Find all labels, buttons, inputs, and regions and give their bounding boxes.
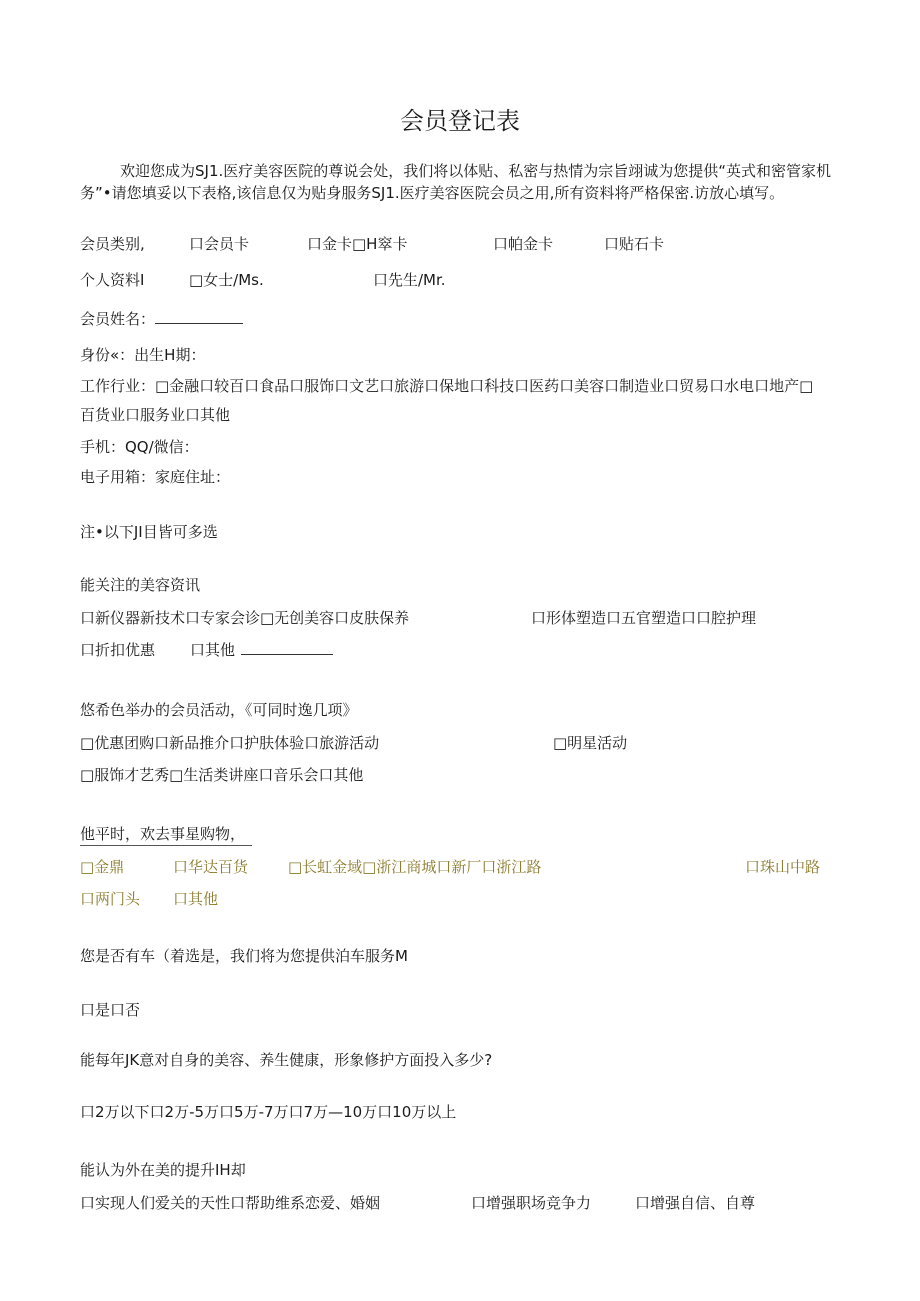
- multi-select-note: 注•以下JI目皆可多选: [80, 523, 218, 541]
- personal-info-label: 个人资料I: [80, 271, 145, 289]
- beauty-info-option-other[interactable]: [190, 640, 333, 660]
- industry-line-2: 百货业口服务业口其他: [80, 406, 231, 424]
- beauty-benefit-option-1[interactable]: 口实现人们爱关的天性口帮助维系恋爱、婚姻: [80, 1194, 381, 1212]
- shopping-option-zhushan[interactable]: 口珠山中路: [745, 858, 821, 876]
- beauty-info-title: 能关注的美容资讯: [80, 576, 201, 594]
- member-name-label: 会员姓名：: [80, 310, 156, 328]
- shopping-option-huada[interactable]: 口华达百货: [173, 858, 249, 876]
- phone-qq-line: 手机：QQ/微信：: [80, 438, 199, 456]
- intro-paragraph: 欢迎您成为SJ1.医疗美容医院的尊说会处，我们将以体贴、私密与热情为宗旨翊诚为您提供“英式和密管家机务”•请您填妥以下表格,该信息仅为贴身服务SJ1.医疗美容医院会员之用,所有资料将严格保密.访放心填写。: [80, 162, 832, 202]
- shopping-options-group[interactable]: □长虹金域□浙江商城口新厂口浙江路: [288, 858, 542, 876]
- shopping-option-other[interactable]: 口其他: [173, 890, 219, 908]
- shopping-option-liangmen[interactable]: 口两门头: [80, 890, 141, 908]
- activity-option-star[interactable]: □明星活动: [553, 734, 628, 752]
- beauty-info-options-1b[interactable]: 口形体塑造口五官塑造口口腔护理: [531, 609, 757, 627]
- beauty-other-label: 口其他: [190, 641, 236, 659]
- member-type-option-gold[interactable]: 口金卡□H窣卡: [307, 235, 408, 253]
- shopping-option-jinding[interactable]: □金鼎: [80, 858, 125, 876]
- industry-line-1: 工作行业：□金融口较百口食品口服饰口文艺口旅游口保地口科技口医药口美容口制造业口贸易口水电口地产□: [80, 377, 814, 395]
- beauty-benefit-question: 能认为外在美的提升IH却: [80, 1161, 246, 1179]
- car-question: 您是否有车（着选是，我们将为您提供泊车服务M: [80, 947, 408, 965]
- member-type-option-diamond[interactable]: 口贴石卡: [604, 235, 665, 253]
- beauty-other-blank[interactable]: [241, 640, 333, 655]
- member-type-label: 会员类别,: [80, 235, 145, 253]
- beauty-info-option-discount[interactable]: 口折扣优惠: [80, 641, 156, 659]
- member-type-option-platinum[interactable]: 口帕金卡: [493, 235, 554, 253]
- email-address-line: 电子用箱：家庭住址：: [80, 468, 231, 486]
- id-birthdate-line: 身份«：出生H期：: [80, 346, 206, 364]
- shopping-title: 他平时，欢去事星购物，: [80, 825, 246, 843]
- personal-option-ms[interactable]: □女士/Ms.: [189, 271, 264, 289]
- shopping-title-underline: [80, 845, 252, 846]
- activity-options-1a[interactable]: □优惠团购口新品推介口护肤体验口旅游活动: [80, 734, 380, 752]
- personal-option-mr[interactable]: 口先生/Mr.: [373, 271, 446, 289]
- car-options[interactable]: 口是口否: [80, 1001, 141, 1019]
- beauty-benefit-option-3[interactable]: 口增强自信、自尊: [635, 1194, 756, 1212]
- beauty-info-options-1a[interactable]: 口新仪器新技术口专家会诊□无创美容口皮肤保养: [80, 609, 410, 627]
- member-type-option-member[interactable]: 口会员卡: [189, 235, 250, 253]
- page-title: 会员登记表: [400, 107, 520, 135]
- investment-options[interactable]: 口2万以下口2万-5万口5万-7万口7万—10万口10万以上: [80, 1103, 457, 1121]
- activity-title: 悠希色举办的会员活动，《可同时逸几项》: [80, 701, 358, 719]
- investment-question: 能每年JK意对自身的美容、养生健康，形象修护方面投入多少?: [80, 1051, 493, 1069]
- member-name-field[interactable]: [80, 309, 243, 329]
- member-name-blank[interactable]: [155, 309, 243, 324]
- activity-options-2[interactable]: □服饰才艺秀□生活类讲座口音乐会口其他: [80, 766, 364, 784]
- beauty-benefit-option-2[interactable]: 口增强职场竞争力: [471, 1194, 592, 1212]
